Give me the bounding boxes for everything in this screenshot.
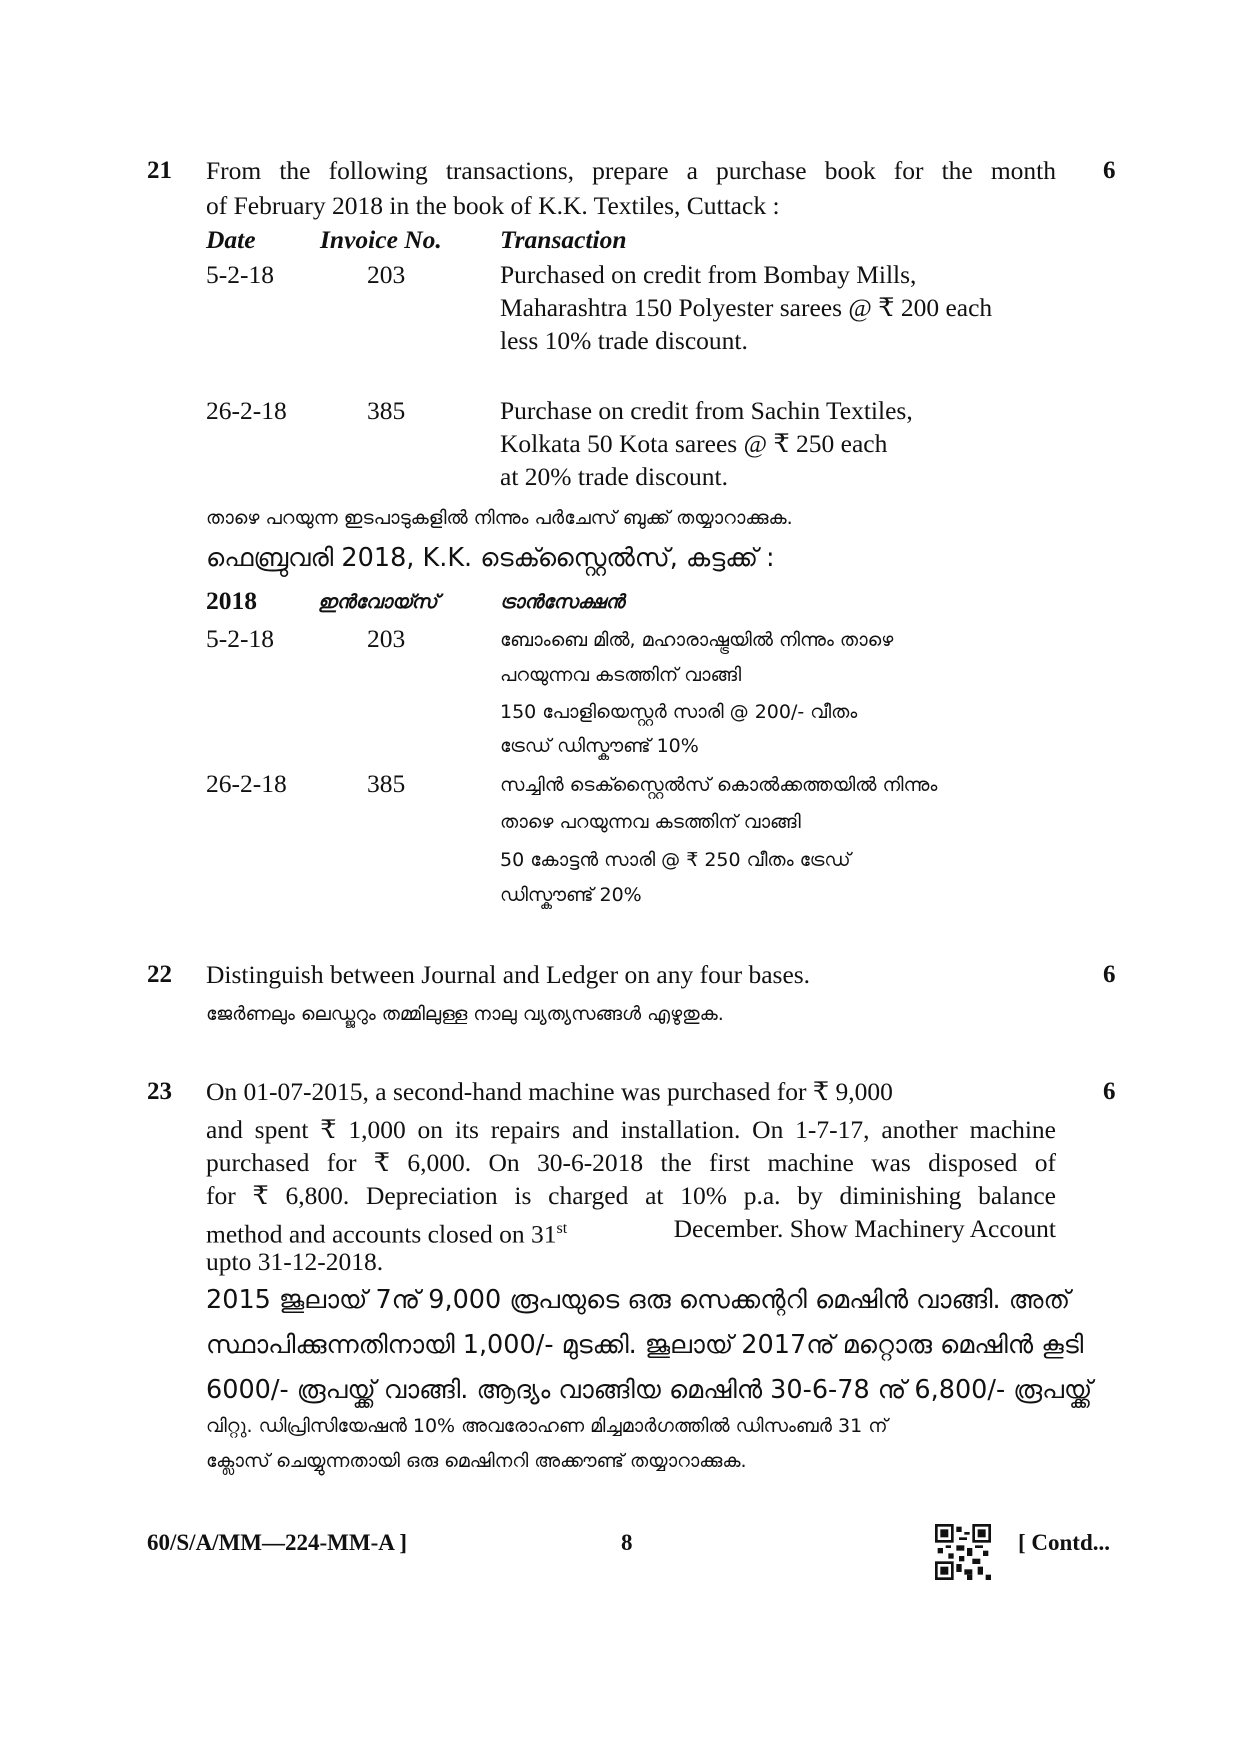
question-text-part: method and accounts closed on 31: [206, 1219, 557, 1249]
transaction-invoice: 203: [367, 260, 406, 289]
ml-transaction-line: ബോംബെ മിൽ, മഹാരാഷ്ട്രയിൽ നിന്നും താഴെ: [500, 629, 894, 651]
question-marks: 6: [1103, 1078, 1116, 1105]
ml-transaction-date: 5-2-18: [206, 624, 274, 653]
transaction-date: 5-2-18: [206, 260, 274, 289]
question-text-line: and spent ₹ 1,000 on its repairs and installation. On 1-7-17, another machine: [206, 1115, 1056, 1144]
column-header-invoice: Invoice No.: [320, 225, 442, 254]
ml-transaction-line: താഴെ പറയുന്നവ കടത്തിന് വാങ്ങി: [500, 811, 801, 833]
ml-text-line: വിറ്റു. ഡിപ്രിസിയേഷൻ 10% അവരോഹണ മിച്ചമാർഗത്തിൽ ഡിസംബർ 31 ന്: [206, 1415, 888, 1437]
question-text-line: purchased for ₹ 6,000. On 30-6-2018 the first machine was disposed of: [206, 1148, 1056, 1177]
qr-code-icon: [935, 1524, 991, 1580]
transaction-line: Kolkata 50 Kota sarees @ ₹ 250 each: [500, 429, 888, 458]
ml-text-line: ജേർണലും ലെഡ്ജറും തമ്മിലുള്ള നാലു വ്യത്യസങ്ങൾ എഴുതുക.: [206, 1003, 724, 1025]
ml-column-header-year: 2018: [206, 586, 257, 615]
question-number: 22: [147, 961, 172, 988]
question-text-line: of February 2018 in the book of K.K. Textiles, Cuttack :: [206, 191, 780, 220]
ml-transaction-line: സച്ചിൻ ടെക്സ്റ്റൈൽസ് കൊൽക്കത്തയിൽ നിന്നും: [500, 774, 938, 796]
superscript: st: [556, 1220, 568, 1237]
column-header-date: Date: [206, 225, 256, 254]
question-text-part: December. Show Machinery Account: [673, 1214, 1056, 1243]
transaction-date: 26-2-18: [206, 396, 287, 425]
ml-text-line: ഫെബ്രുവരി 2018, K.K. ടെക്സ്റ്റൈൽസ്, കട്ടക്ക് :: [206, 543, 775, 573]
transaction-line: less 10% trade discount.: [500, 326, 748, 355]
ml-text-line: 2015 ജൂലായ് 7നു് 9,000 രൂപയുടെ ഒരു സെക്കന്ററി മെഷിൻ വാങ്ങി. അത്: [206, 1285, 1071, 1315]
ml-transaction-line: പറയുന്നവ കടത്തിന് വാങ്ങി: [500, 664, 742, 686]
question-number: 21: [147, 157, 172, 184]
question-text-line: upto 31-12-2018.: [206, 1247, 384, 1276]
ml-transaction-date: 26-2-18: [206, 769, 287, 798]
transaction-line: Purchase on credit from Sachin Textiles,: [500, 396, 913, 425]
transaction-invoice: 385: [367, 396, 406, 425]
ml-text-line: താഴെ പറയുന്ന ഇടപാടുകളിൽ നിന്നും പർചേസ് ബുക്ക് തയ്യാറാക്കുക.: [206, 507, 793, 529]
ml-transaction-line: 50 കോട്ടൻ സാരി @ ₹ 250 വീതം ട്രേഡ്: [500, 849, 851, 871]
question-number: 23: [147, 1078, 172, 1105]
question-text-line: From the following transactions, prepare a purchase book for the month: [206, 156, 1056, 185]
ml-column-header-transaction: ട്രാൻസേക്ഷൻ: [500, 591, 625, 613]
ml-transaction-invoice: 203: [367, 624, 406, 653]
ml-transaction-line: 150 പോളിയെസ്റ്റർ സാരി @ 200/- വീതം: [500, 701, 858, 723]
ml-column-header-invoice: ഇൻവോയ്സ്: [318, 591, 438, 613]
question-text-line: On 01-07-2015, a second-hand machine was purchased for ₹ 9,000: [206, 1077, 893, 1106]
ml-text-line: സ്ഥാപിക്കുന്നതിനായി 1,000/- മുടക്കി. ജൂലായ് 2017നു് മറ്റൊരു മെഷിൻ കൂടി: [206, 1330, 1084, 1360]
column-header-transaction: Transaction: [500, 225, 627, 254]
question-marks: 6: [1103, 961, 1116, 988]
ml-transaction-invoice: 385: [367, 769, 406, 798]
ml-text-line: ക്ലോസ് ചെയ്യുന്നതായി ഒരു മെഷിനറി അക്കൗണ്ട് തയ്യാറാക്കുക.: [206, 1450, 747, 1472]
question-marks: 6: [1103, 157, 1116, 184]
transaction-line: Maharashtra 150 Polyester sarees @ ₹ 200 each: [500, 293, 993, 322]
ml-text-line: 6000/- രൂപയ്ക്ക് വാങ്ങി. ആദ്യം വാങ്ങിയ മെഷിൻ 30-6-78 നു് 6,800/- രൂപയ്ക്ക്: [206, 1375, 1093, 1405]
question-text-line: Distinguish between Journal and Ledger on any four bases.: [206, 960, 811, 989]
ml-transaction-line: ഡിസ്കൗണ്ട് 20%: [500, 884, 642, 906]
transaction-line: Purchased on credit from Bombay Mills,: [500, 260, 917, 289]
question-text-line: for ₹ 6,800. Depreciation is charged at 10% p.a. by diminishing balance: [206, 1181, 1056, 1210]
transaction-line: at 20% trade discount.: [500, 462, 729, 491]
ml-transaction-line: ട്രേഡ് ഡിസ്കൗണ്ട് 10%: [500, 735, 699, 757]
continued-label: [ Contd...: [1018, 1530, 1111, 1555]
paper-code: 60/S/A/MM—224-MM-A ]: [147, 1530, 407, 1555]
page-number: 8: [621, 1530, 633, 1555]
